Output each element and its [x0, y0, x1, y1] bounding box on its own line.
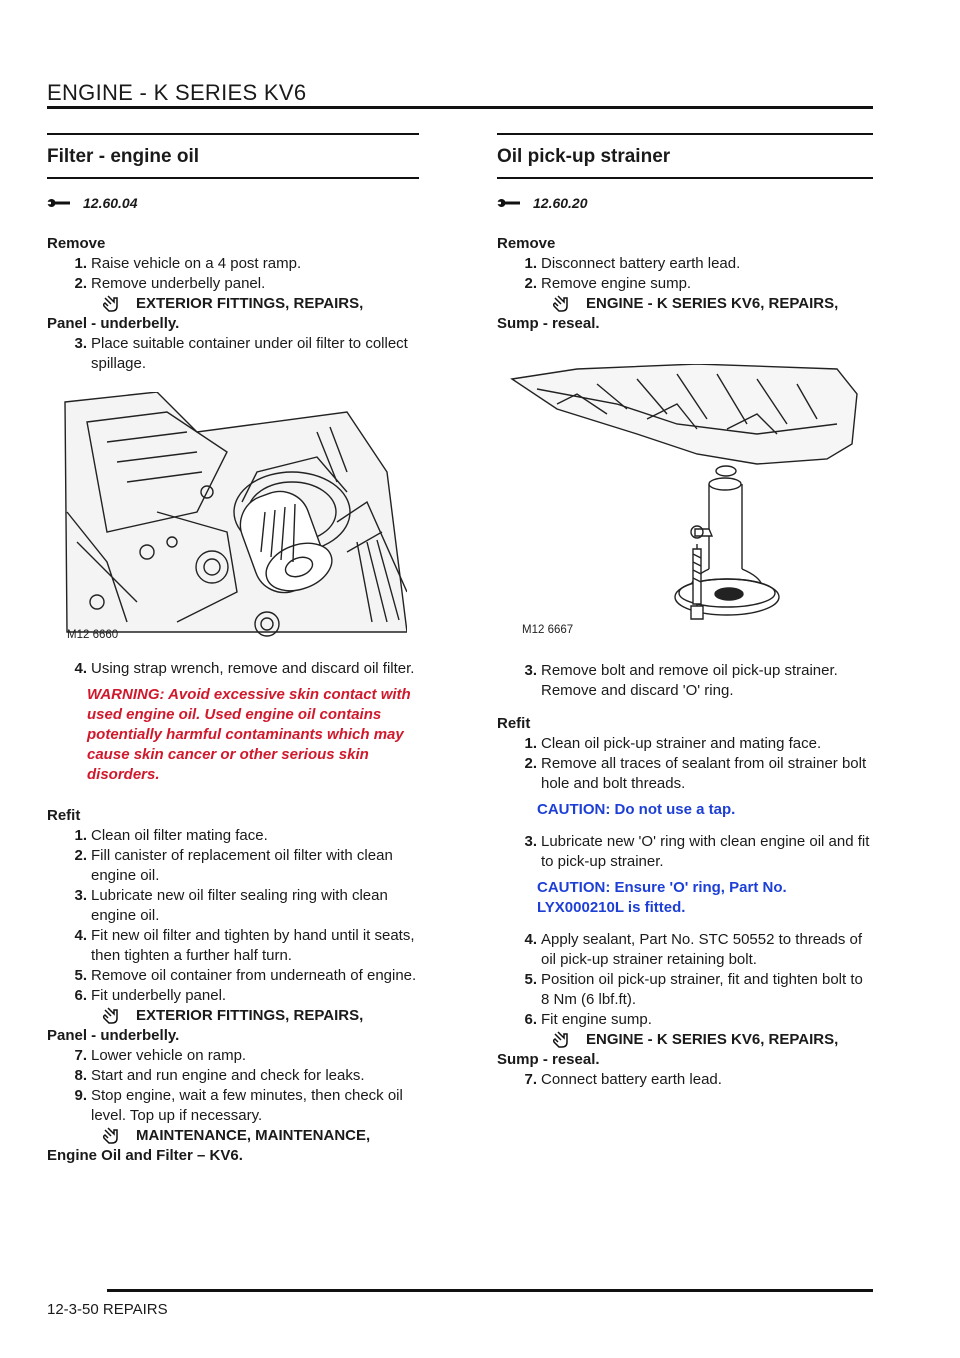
- refit-step-1: 1. Clean oil pick-up strainer and mating face.: [524, 735, 822, 752]
- step-2: 2. Remove engine sump.: [524, 275, 692, 292]
- refit-step-3: 3. Lubricate new 'O' ring with clean engine oil and fit to pick-up strainer.: [524, 833, 870, 870]
- remove-steps: [47, 254, 419, 294]
- pointing-hand-icon: [102, 1006, 124, 1026]
- figure-oil-filter: [47, 392, 407, 647]
- caution-note: CAUTION: Ensure 'O' ring, Part No. LYX000210L is fitted.: [537, 879, 787, 916]
- footer-rule: [107, 1289, 873, 1292]
- refit-step-7: 7. Lower vehicle on ramp.: [74, 1047, 247, 1064]
- refit-step-8: 8. Start and run engine and check for leaks.: [74, 1067, 365, 1084]
- refit-steps-3: [497, 832, 873, 872]
- cross-reference-link[interactable]: MAINTENANCE, MAINTENANCE, Engine Oil and Filter – KV6.: [47, 1127, 371, 1164]
- pointing-hand-icon: [102, 294, 124, 314]
- remove-steps-cont: [47, 334, 419, 374]
- refit-step-5: 5. Position oil pick-up strainer, fit and tighten bolt to 8 Nm (6 lbf.ft).: [524, 971, 863, 1008]
- refit-step-1: 1. Clean oil filter mating face.: [74, 827, 268, 844]
- operation-code: [47, 195, 419, 211]
- refit-steps-cont: [47, 1046, 419, 1126]
- section-title: Oil pick-up strainer: [497, 146, 671, 167]
- figure-label: M12 6660: [67, 629, 119, 641]
- step-3: 3. Place suitable container under oil filter to collect spillage.: [74, 335, 408, 372]
- section-bottom-rule: [47, 177, 419, 179]
- cross-reference-link[interactable]: EXTERIOR FITTINGS, REPAIRS, Panel - underbelly.: [47, 295, 364, 332]
- oil-strainer-illustration: [497, 364, 867, 649]
- section-oil-pickup-strainer: [497, 133, 873, 1090]
- refit-step-9: 9. Stop engine, wait a few minutes, then check oil level. Top up if necessary.: [74, 1087, 403, 1124]
- section-title: Filter - engine oil: [47, 146, 200, 167]
- refit-step-2: 2. Remove all traces of sealant from oil strainer bolt hole and bolt threads.: [524, 755, 867, 792]
- step-3: 3. Remove bolt and remove oil pick-up strainer. Remove and discard 'O' ring.: [524, 662, 838, 699]
- cross-reference-link[interactable]: EXTERIOR FITTINGS, REPAIRS, Panel - underbelly.: [47, 1007, 364, 1044]
- refit-step-5: 5. Remove oil container from underneath of engine.: [74, 967, 417, 984]
- remove-heading: Remove: [497, 235, 556, 252]
- step-1: 1. Disconnect battery earth lead.: [524, 255, 741, 272]
- remove-steps-4: [47, 659, 419, 679]
- refit-heading: Refit: [47, 807, 81, 824]
- step-4: 4. Using strap wrench, remove and discard oil filter.: [74, 660, 415, 677]
- refit-step-2: 2. Fill canister of replacement oil filter with clean engine oil.: [74, 847, 393, 884]
- refit-steps: [47, 826, 419, 1006]
- refit-step-7: 7. Connect battery earth lead.: [524, 1071, 722, 1088]
- spanner-icon: [47, 198, 71, 208]
- section-oil-filter: [47, 133, 419, 1166]
- refit-heading: Refit: [497, 715, 531, 732]
- caution-note: CAUTION: Do not use a tap.: [537, 801, 736, 818]
- pointing-hand-icon: [552, 1030, 574, 1050]
- operation-code-text: 12.60.20: [533, 195, 588, 211]
- section-bottom-rule: [497, 177, 873, 179]
- pointing-hand-icon: [552, 294, 574, 314]
- step-1: 1. Raise vehicle on a 4 post ramp.: [74, 255, 302, 272]
- oil-filter-illustration: [47, 392, 407, 647]
- refit-step-6: 6. Fit underbelly panel.: [74, 987, 227, 1004]
- operation-code-text: 12.60.04: [83, 195, 138, 211]
- refit-step-4: 4. Apply sealant, Part No. STC 50552 to threads of oil pick-up strainer retaining bolt.: [524, 931, 863, 968]
- page-footer: 12-3-50 REPAIRS: [47, 1301, 168, 1318]
- cross-reference-link[interactable]: ENGINE - K SERIES KV6, REPAIRS, Sump - reseal.: [497, 1031, 839, 1068]
- spanner-icon: [497, 198, 521, 208]
- page-header-title: ENGINE - K SERIES KV6: [47, 80, 307, 105]
- refit-step-3: 3. Lubricate new oil filter sealing ring with clean engine oil.: [74, 887, 388, 924]
- figure-label: M12 6667: [522, 624, 574, 636]
- refit-step-6: 6. Fit engine sump.: [524, 1011, 652, 1028]
- warning-note: WARNING: Avoid excessive skin contact with used engine oil. Used engine oil contains potentially harmful contaminants which may cause skin cancer or other serious skin disorders.: [87, 686, 411, 783]
- refit-step-4: 4. Fit new oil filter and tighten by hand until it seats, then tighten a further half turn.: [74, 927, 415, 964]
- operation-code: [497, 195, 873, 211]
- figure-oil-strainer: [497, 364, 867, 649]
- cross-reference-link[interactable]: ENGINE - K SERIES KV6, REPAIRS, Sump - reseal.: [497, 295, 839, 332]
- step-2: 2. Remove underbelly panel.: [74, 275, 266, 292]
- pointing-hand-icon: [102, 1126, 124, 1146]
- header-rule: [47, 106, 873, 109]
- refit-steps-cont: [497, 930, 873, 1030]
- remove-steps-3: [497, 661, 873, 701]
- refit-steps-7: [497, 1070, 873, 1090]
- refit-steps: [497, 734, 873, 794]
- remove-steps: [497, 254, 873, 294]
- remove-heading: Remove: [47, 235, 106, 252]
